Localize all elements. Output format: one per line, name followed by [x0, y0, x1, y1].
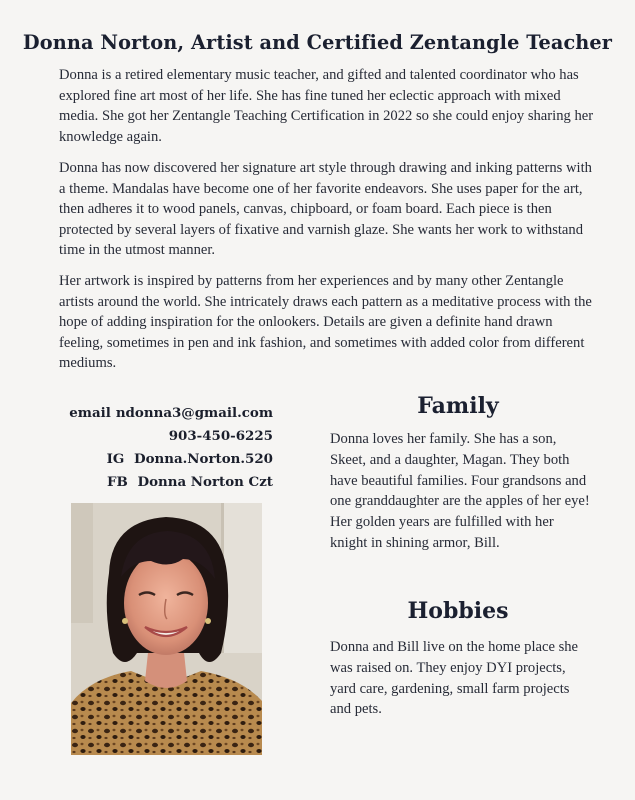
bio-paragraph-1: Donna is a retired elementary music teacher, and gifted and talented coordinator who has explored fine art most of her life. She has fine tuned her eclectic approach with mixed media. She got her Zentangle Teaching Certification in 2022 so she could enjoy sharing her knowledge again. [59, 67, 594, 145]
bio-paragraph-2: Donna has now discovered her signature art style through drawing and inking patterns with a theme. Mandalas have become one of her favorite endeavors. She uses paper for the art, then adheres it to wood panels, canvas, chipboard, or foam board. Each piece is then protected by several layers of fixative and varnish glaze. She wants her work to withstand time in the utmost manner. [59, 160, 592, 259]
facebook-handle[interactable]: Donna Norton Czt [137, 474, 273, 490]
email-value[interactable]: ndonna3@gmail.com [115, 405, 273, 421]
bio-paragraph-3: Her artwork is inspired by patterns from her experiences and by many other Zentangle artists around the world. She intricately draws each pattern as a meditative process with the hope of adding inspiration for the onlookers. Details are given a definite hand drawn feeling, sometimes in pen and ink fashion, and sometimes with added color from different mediums. [59, 273, 592, 372]
contact-facebook [40, 474, 273, 490]
contact-instagram [40, 451, 273, 467]
page-title: Donna Norton, Artist and Certified Zentangle Teacher [22, 31, 613, 54]
contact-phone [40, 428, 273, 444]
hobbies-paragraph: Donna and Bill live on the home place she was raised on. They enjoy DYI projects, yard care, gardening, small farm projects and pets. [330, 639, 579, 718]
facebook-label: FB [106, 474, 128, 490]
contact-email [40, 405, 273, 421]
hobbies-heading: Hobbies [407, 598, 509, 624]
phone-value[interactable]: 903-450-6225 [168, 428, 273, 444]
family-heading: Family [417, 393, 499, 419]
instagram-label: IG [106, 451, 125, 467]
portrait-photo [71, 503, 262, 755]
email-label: email [69, 405, 111, 421]
instagram-handle[interactable]: Donna.Norton.520 [133, 451, 273, 467]
family-paragraph: Donna loves her family. She has a son, Skeet, and a daughter, Magan. They both have beautiful families. Four grandsons and one granddaughter are the apples of her eye! Her golden years are fulfilled with her knight in shining armor, Bill. [330, 431, 590, 551]
